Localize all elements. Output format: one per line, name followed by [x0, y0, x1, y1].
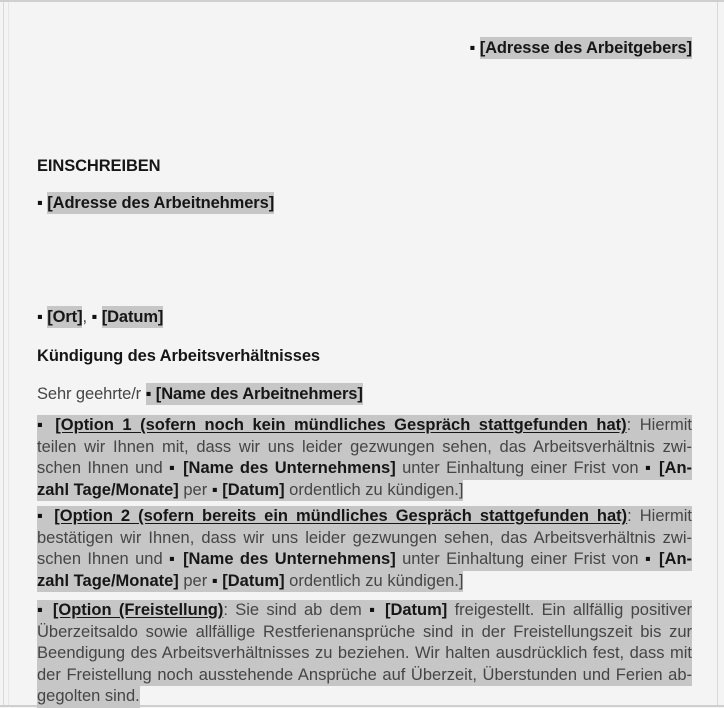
- field-marker-square: ▪: [37, 601, 53, 619]
- letter-document: [0, 2, 724, 708]
- option-heading-field: [Option 1 (sofern noch kein mündliches Gespräch stattgefunden hat): [55, 416, 627, 434]
- placeholder-field: [Adresse des Arbeitnehmers]: [47, 194, 275, 212]
- placeholder-field: [An-: [659, 459, 693, 477]
- text-line: [37, 156, 692, 176]
- placeholder-field: [Datum]: [222, 571, 285, 590]
- field-marker-square: ▪: [644, 459, 660, 477]
- text-segment: Sehr geehrte/r: [37, 385, 146, 403]
- placeholder-field: [Ort]: [47, 308, 83, 326]
- option-heading-field: [Option 2 (sofern bereits ein mündliches Gespräch stattgefunden hat): [54, 507, 628, 525]
- text-line: [37, 437, 692, 459]
- placeholder-field: [Datum]: [101, 308, 164, 326]
- employer-address: [37, 38, 692, 58]
- placeholder-field: [Name des Arbeitnehmers]: [155, 385, 363, 403]
- text-line: [37, 415, 692, 437]
- text-segment: : Sie sind ab dem: [223, 601, 370, 619]
- field-marker-square: ▪: [145, 385, 156, 403]
- placeholder-field: zahl Tage/Monate]: [37, 571, 179, 590]
- option-heading-field: [Option (Freistellung): [52, 601, 224, 619]
- text-segment: : Hiermit: [626, 416, 692, 434]
- text-line: [37, 193, 692, 213]
- text-segment: ,: [82, 308, 92, 326]
- field-marker-square: ▪: [37, 308, 48, 326]
- text-line: [37, 686, 140, 708]
- text-segment: freigestellt. Ein allfällig positiver: [447, 601, 693, 619]
- place-and-date: [37, 307, 692, 327]
- placeholder-field: [Name des Unternehmens]: [183, 459, 396, 477]
- text-line: [37, 38, 692, 58]
- text-segment: ordentlich zu kündigen.]: [284, 571, 464, 590]
- text-segment: unter Einhaltung einer Frist von: [395, 550, 645, 568]
- field-marker-square: ▪: [169, 550, 184, 568]
- text-segment: schen Ihnen und: [37, 550, 170, 568]
- text-line: [37, 480, 463, 502]
- text-segment: unter Einhaltung einer Frist von: [395, 459, 645, 477]
- salutation: [37, 384, 692, 404]
- field-marker-square: ▪: [469, 39, 480, 57]
- registered-mail-label: [37, 156, 692, 176]
- placeholder-field: zahl Tage/Monate]: [37, 480, 179, 499]
- text-line: [37, 665, 692, 687]
- field-marker-square: ▪: [169, 459, 184, 477]
- text-segment: schen Ihnen und: [37, 459, 170, 477]
- text-segment: bestätigen wir Ihnen, dass wir uns leider gezwungen sehen, das Arbeitsverhältnis zwi-: [37, 528, 692, 547]
- field-marker-square: ▪: [37, 507, 55, 525]
- field-marker-square: ▪: [211, 480, 223, 499]
- placeholder-field: [Name des Unternehmens]: [183, 550, 396, 568]
- text-line: [37, 458, 692, 480]
- field-marker-square: ▪: [211, 571, 223, 590]
- text-line: [37, 528, 692, 550]
- placeholder-field: Kündigung des Arbeitsverhältnisses: [37, 347, 320, 365]
- placeholder-field: [Datum]: [384, 601, 448, 619]
- text-line: [37, 346, 692, 366]
- text-line: [37, 506, 692, 528]
- field-marker-square: ▪: [91, 308, 102, 326]
- text-line: [37, 622, 692, 644]
- field-marker-square: ▪: [37, 194, 48, 212]
- option-3-paragraph: [37, 600, 692, 708]
- text-segment: per: [178, 480, 212, 499]
- text-segment: : Hiermit: [627, 507, 692, 525]
- text-line: [37, 600, 692, 622]
- text-line: [37, 571, 463, 593]
- placeholder-field: EINSCHREIBEN: [37, 157, 161, 175]
- text-line: [37, 643, 692, 665]
- text-line: [37, 384, 692, 404]
- employee-address: [37, 193, 692, 213]
- subject-line: [37, 346, 692, 366]
- text-segment: gegolten sind.: [37, 687, 140, 705]
- text-segment: teilen wir Ihnen mit, dass wir uns leider gezwungen sehen, das Arbeitsverhältnis zwi-: [37, 437, 692, 456]
- option-1-paragraph: [37, 415, 692, 501]
- text-line: [37, 549, 692, 571]
- text-segment: per: [178, 571, 212, 590]
- field-marker-square: ▪: [37, 416, 56, 434]
- text-line: [37, 307, 692, 327]
- text-segment: Beendigung des Arbeitsverhältnisses zu beziehen. Wir halten ausdrücklich fest, dass mit: [37, 644, 692, 662]
- placeholder-field: [Datum]: [222, 480, 285, 499]
- placeholder-field: [An-: [659, 550, 693, 568]
- text-segment: der Freistellung noch ausstehende Ansprüche auf Überzeit, Überstunden und Ferien ab-: [37, 665, 692, 684]
- option-2-paragraph: [37, 506, 692, 592]
- field-marker-square: ▪: [644, 550, 660, 568]
- text-segment: Überzeitsaldo sowie allfällige Restferienansprüche sind in der Freistellungszeit bis zur: [37, 622, 692, 641]
- field-marker-square: ▪: [369, 601, 385, 619]
- placeholder-field: [Adresse des Arbeitgebers]: [479, 39, 692, 57]
- text-segment: ordentlich zu kündigen.]: [284, 480, 464, 499]
